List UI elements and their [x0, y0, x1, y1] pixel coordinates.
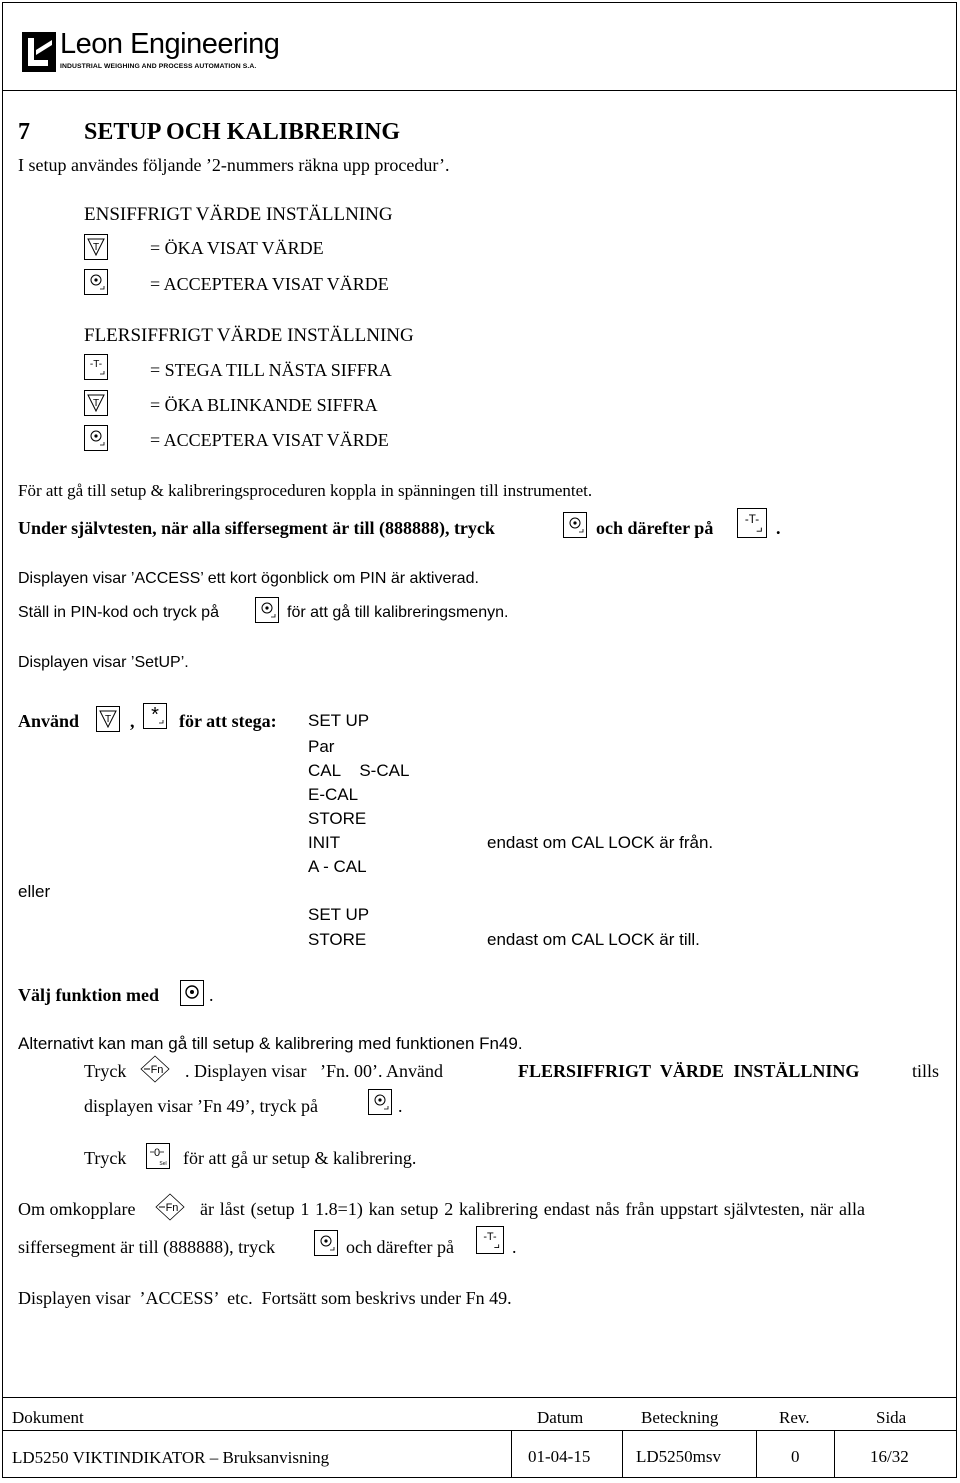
menu-alt-store: STORE: [308, 930, 367, 949]
exit-press-label: Tryck: [84, 1148, 127, 1168]
footer-col-line: [511, 1430, 512, 1478]
tare-step-key-icon: [476, 1226, 504, 1254]
select-label: Välj funktion med: [18, 985, 160, 1005]
svg-text:-T-: -T-: [89, 359, 103, 370]
use-comma: ,: [130, 711, 135, 731]
section-title: SETUP OCH KALIBRERING: [84, 119, 401, 145]
para-access: Displayen visar ’ACCESS’ ett kort ögonblick om PIN är aktiverad.: [18, 570, 479, 587]
menu-item-cal: CAL S-CAL: [308, 761, 410, 780]
tare-step-key-icon: [84, 354, 108, 380]
footer-top-line: [2, 1397, 957, 1398]
footer-value-designation: LD5250msv: [636, 1447, 721, 1466]
print-key-icon: [368, 1089, 392, 1115]
multi-value-heading: FLERSIFFRIGT VÄRDE INSTÄLLNING: [84, 325, 414, 346]
svg-text:T: T: [92, 242, 100, 253]
menu-alt-setup: SET UP: [308, 905, 370, 924]
switch-text: är låst (setup 1 1.8=1) kan setup 2 kalibrering endast nås från uppstart självtesten, när alla: [200, 1199, 865, 1219]
svg-text:Fn: Fn: [150, 1064, 164, 1076]
para-pin-a: Ställ in PIN-kod och tryck på: [18, 604, 219, 621]
tare-key-icon: [96, 706, 120, 732]
para-power-on: För att gå till setup & kalibreringsproceduren koppla in spänningen till instrumentet.: [18, 481, 593, 500]
footer-col-line: [834, 1430, 835, 1478]
footer-mid-line: [2, 1430, 957, 1431]
tare-step-key-icon: [737, 508, 767, 538]
star-key-icon: [143, 703, 167, 729]
menu-item-ecal: E-CAL: [308, 785, 359, 804]
footer-header-date: Datum: [537, 1408, 584, 1427]
or-label: eller: [18, 882, 51, 901]
use-step-label: för att stega:: [179, 711, 277, 731]
menu-item-init: INIT: [308, 833, 341, 852]
footer-col-line: [756, 1430, 757, 1478]
menu-item-acal: A - CAL: [308, 857, 367, 876]
print-key-icon: [255, 597, 279, 623]
single-value-heading: ENSIFFRIGT VÄRDE INSTÄLLNING: [84, 204, 393, 225]
footer-value-document: LD5250 VIKTINDIKATOR – Bruksanvisning: [12, 1448, 330, 1467]
menu-item-store: STORE: [308, 809, 367, 828]
header-divider: [2, 90, 957, 91]
multi-item-1: = STEGA TILL NÄSTA SIFFRA: [150, 360, 392, 380]
switch-text-2b: och därefter på: [346, 1237, 454, 1257]
svg-text:Fn: Fn: [165, 1202, 179, 1214]
footer-header-designation: Beteckning: [641, 1408, 719, 1427]
section-intro: I setup användes följande ’2-nummers räkna upp procedur’.: [18, 155, 450, 175]
leon-logo-icon: [22, 32, 56, 72]
print-key-icon: [84, 269, 108, 295]
print-key-icon: [563, 512, 587, 538]
section-number: 7: [18, 119, 30, 145]
brand-tagline: INDUSTRIAL WEIGHING AND PROCESS AUTOMATION S.A.: [60, 63, 257, 70]
footer-header-page: Sida: [876, 1408, 907, 1427]
multi-item-3: = ACCEPTERA VISAT VÄRDE: [150, 430, 389, 450]
para-selftest-b: och därefter på: [596, 518, 714, 538]
note-store: endast om CAL LOCK är till.: [487, 930, 700, 949]
para-pin-b: för att gå till kalibreringsmenyn.: [287, 604, 509, 621]
menu-item-setup: SET UP: [308, 711, 370, 730]
footer-header-rev: Rev.: [779, 1408, 810, 1427]
alt-display-text: . Displayen visar ’Fn. 00’. Använd: [185, 1061, 443, 1081]
menu-item-par: Par: [308, 737, 335, 756]
alt-press-label: Tryck: [84, 1061, 127, 1081]
svg-text:Sel: Sel: [159, 1161, 167, 1167]
footer-header-document: Dokument: [12, 1408, 84, 1427]
svg-text:-T-: -T-: [483, 1231, 497, 1243]
svg-text:T: T: [104, 714, 112, 725]
para-setup-display: Displayen visar ’SetUP’.: [18, 654, 189, 671]
svg-text:-T-: -T-: [744, 513, 760, 526]
use-label: Använd: [18, 711, 80, 731]
switch-text-2c: .: [512, 1237, 517, 1257]
zero-key-icon: [146, 1143, 170, 1169]
footer-value-page: 16/32: [870, 1447, 909, 1466]
single-item-2: = ACCEPTERA VISAT VÄRDE: [150, 274, 389, 294]
switch-label: Om omkopplare: [18, 1199, 136, 1219]
alt-fn49-end: .: [398, 1096, 403, 1116]
alt-multi-digit-bold: FLERSIFFRIGT VÄRDE INSTÄLLNING: [518, 1061, 860, 1081]
company-logo: [22, 28, 280, 76]
footer-value-rev: 0: [791, 1447, 800, 1466]
multi-item-2: = ÖKA BLINKANDE SIFFRA: [150, 395, 378, 415]
switch-text-2a: siffersegment är till (888888), tryck: [18, 1237, 276, 1257]
exit-text: för att gå ur setup & kalibrering.: [183, 1148, 417, 1168]
svg-text:0: 0: [153, 1147, 161, 1159]
fn-key-icon: [155, 1193, 185, 1221]
alt-fn49-text: displayen visar ’Fn 49’, tryck på: [84, 1096, 318, 1116]
para-selftest-a: Under självtesten, när alla siffersegment är till (888888), tryck: [18, 518, 495, 538]
tare-key-icon: [84, 234, 108, 260]
footer-value-date: 01-04-15: [528, 1447, 591, 1466]
fn-key-icon: [140, 1055, 170, 1083]
final-paragraph: Displayen visar ’ACCESS’ etc. Fortsätt som beskrivs under Fn 49.: [18, 1288, 512, 1308]
alt-until: tills: [912, 1061, 940, 1081]
print-key-icon: [84, 425, 108, 451]
svg-text:T: T: [92, 398, 100, 409]
print-key-icon: [180, 980, 204, 1006]
single-item-1: = ÖKA VISAT VÄRDE: [150, 238, 324, 258]
note-init: endast om CAL LOCK är från.: [487, 833, 714, 852]
brand-name: Leon Engineering: [60, 28, 280, 60]
select-end: .: [209, 985, 214, 1005]
print-key-icon: [314, 1230, 338, 1256]
tare-key-icon: [84, 390, 108, 416]
footer-col-line: [622, 1430, 623, 1478]
para-selftest-c: .: [776, 518, 781, 538]
alt-intro: Alternativt kan man gå till setup & kalibrering med funktionen Fn49.: [18, 1034, 523, 1053]
svg-text:*: *: [151, 704, 159, 726]
